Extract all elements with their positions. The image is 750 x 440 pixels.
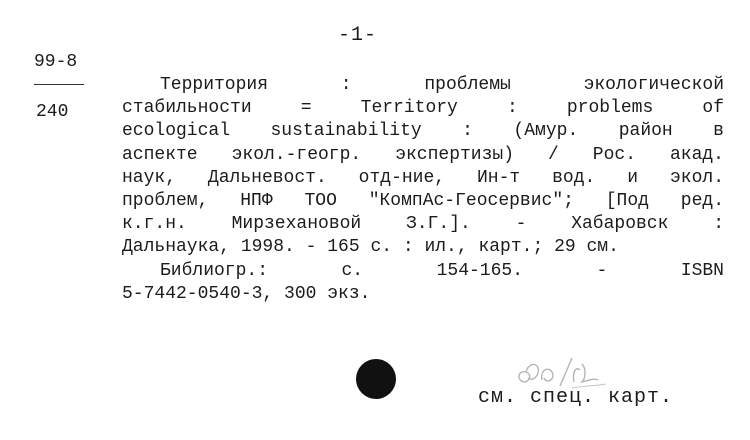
description-line-6: проблем, НПФ ТОО "КомпАс-Геосервис"; [Под ред. [122,190,724,211]
bibliographic-description [122,74,724,306]
footer-note: см. спец. карт. [478,386,674,409]
description-line-7: к.г.н. Мирзехановой З.Г.]. - Хабаровск : [122,214,724,235]
description-line-3: ecological sustainability : (Амур. район в [122,121,724,142]
description-line-10: 5-7442-0540-3, 300 экз. [122,283,371,304]
description-line-8: Дальнаука, 1998. - 165 с. : ил., карт.; 29 см. [122,237,619,258]
description-line-1: Территория : проблемы экологической [160,75,724,95]
description-line-4: аспекте экол.-геогр. экспертизы) / Рос. акад. [122,144,724,165]
shelf-number: 240 [36,102,69,122]
description-line-2: стабильности = Territory : problems of [122,98,724,119]
call-number-divider [34,84,84,85]
punch-hole [356,359,396,399]
call-number: 99-8 [34,52,78,72]
page-number: -1- [338,24,378,47]
description-line-5: наук, Дальневост. отд-ние, Ин-т вод. и экол. [122,167,724,188]
description-line-9: Библиогр.: с. 154-165. - ISBN [160,260,724,281]
